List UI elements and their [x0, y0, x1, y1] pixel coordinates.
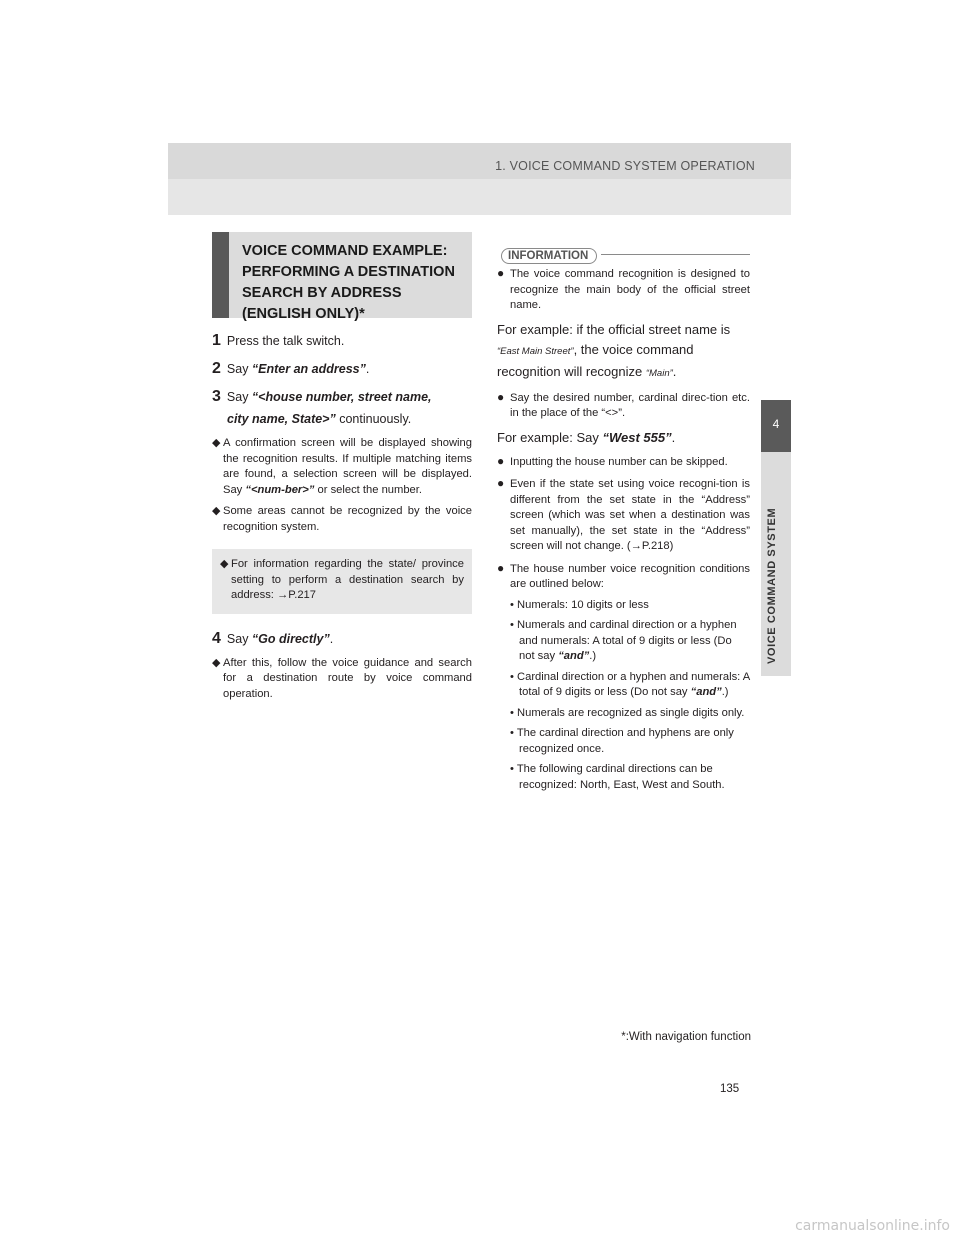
info-item-4 — [497, 477, 750, 555]
condition-4: • Numerals are recognized as single digits only. — [510, 706, 745, 719]
condition-5: • The cardinal direction and hyphens are only recognized once. — [510, 727, 734, 755]
section-title: VOICE COMMAND EXAMPLE: PERFORMING A DESTINATION SEARCH BY ADDRESS (ENGLISH ONLY)* — [242, 243, 455, 322]
step-number: 4 — [212, 629, 221, 647]
info-text: The house number voice recognition conditions are outlined below: — [510, 562, 750, 590]
bullet-text: Some areas cannot be recognized by the voice recognition system. — [223, 505, 472, 533]
step-number: 2 — [212, 360, 221, 377]
bullet-icon: ● — [497, 389, 505, 404]
title-accent-bar — [212, 232, 229, 318]
condition-text: .) — [589, 650, 597, 662]
info-text: Even if the state set using voice recogni-tion is different from the set state in the “Address” screen (which was set when a destination was set manually), the set state in the “Address” screen will not change. (→P.218) — [510, 478, 750, 552]
info-example-2 — [497, 428, 750, 448]
page-number: 135 — [720, 1083, 740, 1095]
voice-command: “and” — [558, 650, 590, 662]
condition-text: • Cardinal direction or a hyphen and numerals: A total of 9 digits or less (Do not say — [510, 670, 750, 698]
info-item-2 — [497, 391, 750, 422]
reference-note — [212, 549, 472, 614]
reference-text: For information regarding the state/ province setting to perform a destination search by address: →P.217 — [231, 558, 464, 601]
information-label: INFORMATION — [501, 248, 597, 264]
bullet-text: or select the number. — [314, 483, 422, 496]
condition-3 — [497, 670, 750, 701]
step-suffix: continuously. — [335, 412, 412, 426]
bullet-text: A confirmation screen will be displayed showing the recognition results. If multiple matching items are found, a selection screen will be displayed. Say — [223, 437, 472, 496]
watermark: carmanualsonline.info — [795, 1218, 950, 1234]
example-text: For example: Say — [497, 429, 603, 445]
condition-text: .) — [721, 686, 729, 698]
step-prefix: Say — [226, 631, 252, 646]
step-4 — [212, 628, 472, 650]
chapter-label-tab — [761, 452, 791, 676]
bullet-text: After this, follow the voice guidance and search for a destination route by voice command operation. — [223, 656, 472, 700]
header-shade — [168, 179, 791, 215]
example-text: , the voice command recognition will recognize — [497, 341, 694, 379]
bullet-icon: ◆ — [212, 505, 221, 517]
step-number: 3 — [212, 388, 221, 405]
example-text: . — [671, 429, 676, 445]
step3-bullet-2 — [212, 504, 472, 535]
reference-bullet — [220, 557, 464, 604]
step-2 — [212, 358, 472, 380]
example-street: “East Main Street” — [497, 345, 574, 357]
voice-command: “and” — [690, 686, 722, 698]
footnote: *:With navigation function — [621, 1031, 751, 1043]
voice-command: “Go directly” — [251, 631, 330, 646]
information-rule — [601, 254, 750, 255]
info-item-1 — [497, 267, 750, 314]
step-3 — [212, 386, 472, 430]
example-text: For example: if the official street name is — [497, 321, 731, 337]
bullet-icon: ● — [497, 560, 505, 575]
info-text: Inputting the house number can be skipped. — [510, 455, 728, 468]
step3-bullet-1 — [212, 436, 472, 498]
voice-command: “Enter an address” — [251, 362, 366, 376]
left-column — [212, 232, 472, 702]
bullet-icon: ◆ — [212, 656, 221, 669]
bullet-icon: ◆ — [220, 558, 229, 570]
step-suffix: . — [365, 362, 370, 376]
page-header — [168, 143, 791, 215]
step-suffix: . — [329, 631, 334, 646]
chapter-label: VOICE COMMAND SYSTEM — [766, 507, 778, 664]
section-title-box — [212, 232, 472, 322]
info-example-1 — [497, 320, 750, 384]
step-prefix: Say — [226, 390, 252, 404]
step-1 — [212, 330, 472, 352]
condition-2 — [497, 618, 750, 665]
example-text: . — [672, 363, 677, 379]
bullet-icon: ◆ — [212, 437, 221, 449]
step-number: 1 — [212, 332, 221, 349]
info-item-3 — [497, 455, 750, 471]
information-header — [497, 246, 750, 262]
voice-command: “West 555” — [602, 429, 672, 445]
step-prefix: Say — [226, 362, 252, 376]
right-column — [497, 246, 750, 793]
condition-6: • The following cardinal directions can be recognized: North, East, West and South. — [510, 763, 725, 791]
chapter-number: 4 — [772, 417, 780, 431]
header-title: 1. VOICE COMMAND SYSTEM OPERATION — [495, 159, 755, 173]
bullet-icon: ● — [497, 476, 505, 490]
info-item-5 — [497, 562, 750, 593]
condition-text: • Numerals and cardinal direction or a hyphen and numerals: A total of 9 digits or less (Do not say — [510, 619, 737, 662]
chapter-tab — [761, 400, 791, 452]
step-text: Press the talk switch. — [226, 334, 345, 348]
voice-command: “<num-ber>” — [245, 483, 315, 496]
bullet-icon: ● — [497, 266, 505, 280]
condition-1: • Numerals: 10 digits or less — [510, 598, 649, 611]
step4-bullet — [212, 656, 472, 703]
info-text: Say the desired number, cardinal direc-tion etc. in the place of the “<>”. — [510, 391, 750, 419]
bullet-icon: ● — [497, 453, 505, 468]
info-text: The voice command recognition is designed to recognize the main body of the official street name. — [510, 268, 750, 311]
voice-command-part-a: “<house number, street name, — [251, 390, 432, 404]
example-main: “Main” — [645, 367, 673, 379]
voice-command-part-b: city name, State>” — [227, 412, 336, 426]
